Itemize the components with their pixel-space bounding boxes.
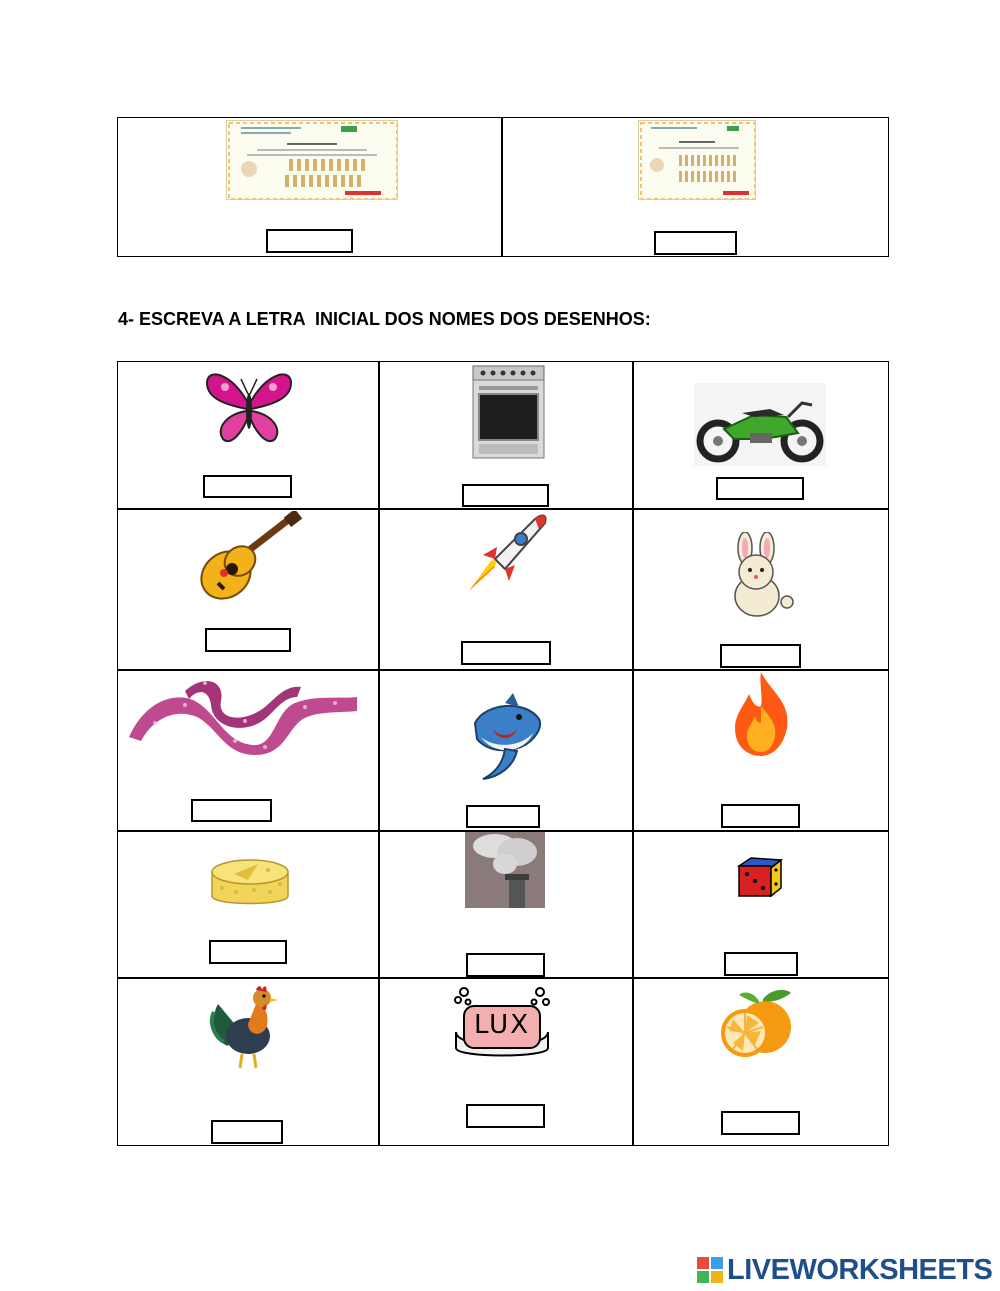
answer-box[interactable]: [724, 952, 798, 976]
motorcycle-icon: [694, 383, 826, 466]
answer-box[interactable]: [191, 799, 272, 822]
top-table-divider: [501, 117, 503, 257]
fire-icon: [731, 672, 791, 757]
rooster-icon: [208, 984, 284, 1072]
guitar-icon: [196, 511, 302, 603]
answer-box[interactable]: [721, 1111, 800, 1135]
ribbon-icon: [125, 671, 361, 755]
grid-line: [117, 508, 889, 510]
answer-box[interactable]: [720, 644, 801, 668]
liveworksheets-logo: LIVEWORKSHEETS: [727, 1254, 993, 1286]
butterfly-icon: [203, 369, 295, 447]
stove-icon: [471, 364, 546, 462]
soap-label: LUX: [473, 1010, 531, 1040]
answer-box[interactable]: [205, 628, 291, 652]
answer-box[interactable]: [266, 229, 353, 253]
answer-box[interactable]: [721, 804, 800, 828]
dice-icon: [737, 856, 783, 898]
answer-box[interactable]: [209, 940, 287, 964]
answer-box[interactable]: [461, 641, 551, 665]
rocket-icon: [461, 511, 549, 595]
answer-box[interactable]: [466, 953, 545, 977]
answer-box[interactable]: [654, 231, 737, 255]
orange-icon: [719, 985, 795, 1061]
liveworksheets-badge-icon: [697, 1257, 723, 1283]
exercise-heading: 4- ESCREVA A LETRA INICIAL DOS NOMES DOS DESENHOS:: [118, 309, 651, 329]
soap-icon: [450, 982, 554, 1062]
answer-box[interactable]: [466, 1104, 545, 1128]
answer-box[interactable]: [716, 477, 804, 500]
worksheet-thumbnail-icon: [638, 120, 756, 200]
answer-box[interactable]: [466, 805, 540, 828]
answer-box[interactable]: [203, 475, 292, 498]
chimney-smoke-icon: [465, 832, 545, 908]
answer-box[interactable]: [462, 484, 549, 507]
rabbit-icon: [723, 532, 797, 620]
shark-icon: [465, 693, 545, 781]
answer-box[interactable]: [211, 1120, 283, 1144]
grid-line: [632, 361, 634, 1146]
grid-line: [117, 977, 889, 979]
grid-line: [378, 361, 380, 1146]
cheese-icon: [208, 852, 292, 912]
worksheet-thumbnail-icon: [226, 120, 398, 200]
